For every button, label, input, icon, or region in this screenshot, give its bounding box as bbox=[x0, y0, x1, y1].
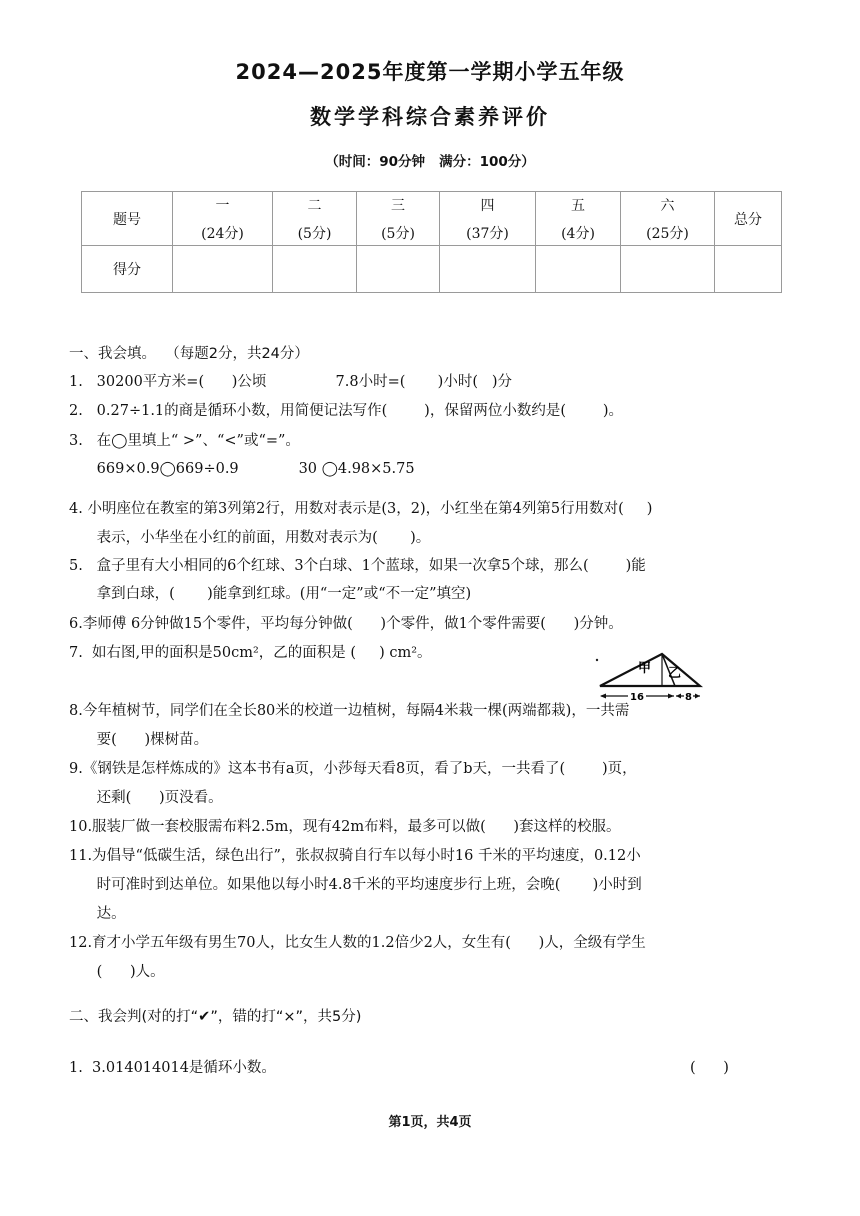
score-cell-4[interactable] bbox=[440, 246, 536, 293]
question-2: 2. 0.27÷1.1的商是循环小数，用简便记法写作( )，保留两位小数约是( )。 bbox=[69, 403, 624, 419]
exam-subtitle: （时间：90分钟 满分：100分） bbox=[325, 154, 535, 170]
score-cell-1[interactable] bbox=[173, 246, 273, 293]
score-cell-3[interactable] bbox=[357, 246, 440, 293]
score-table bbox=[81, 191, 782, 293]
question-12-continued: ( )人。 bbox=[69, 964, 165, 980]
section-1-heading: 一、我会填。 （每题2分，共24分） bbox=[69, 346, 309, 362]
col-6-name: 六 bbox=[660, 197, 675, 214]
score-cell-6[interactable] bbox=[621, 246, 715, 293]
col-2-header bbox=[273, 192, 357, 246]
col-6-header bbox=[621, 192, 715, 246]
col-4-name: 四 bbox=[480, 197, 495, 214]
score-table-score-row bbox=[82, 246, 782, 293]
title-line-1: 2024—2025年度第一学期小学五年级 bbox=[235, 60, 625, 84]
judge-question-1: 1. 3.014014014是循环小数。 bbox=[69, 1060, 276, 1076]
score-cell-total[interactable] bbox=[715, 246, 782, 293]
question-4: 4. 小明座位在教室的第3列第2行，用数对表示是(3，2)，小红坐在第4列第5行用数对( ) bbox=[69, 501, 653, 517]
question-11-end: 达。 bbox=[69, 906, 126, 922]
question-5: 5. 盒子里有大小相同的6个红球、3个白球、1个蓝球，如果一次拿5个球，那么( )能 bbox=[69, 558, 646, 574]
total-label: 总分 bbox=[715, 192, 782, 246]
col-1-header bbox=[173, 192, 273, 246]
base-left-label: 16 bbox=[630, 692, 644, 703]
question-8: 8.今年植树节，同学们在全长80米的校道一边植树，每隔4米栽一棵(两端都栽)，一共需 bbox=[69, 703, 630, 719]
col-3-points: (5分) bbox=[381, 225, 415, 242]
col-5-name: 五 bbox=[571, 197, 585, 214]
section-2-heading: 二、我会判(对的打“✔”，错的打“×”，共5分) bbox=[69, 1009, 362, 1025]
question-7: 7. 如右图,甲的面积是50cm²，乙的面积是 ( ) cm²。 bbox=[69, 645, 432, 661]
question-9: 9.《钢铁是怎样炼成的》这本书有a页，小莎每天看8页，看了b天，一共看了( )页， bbox=[69, 761, 637, 777]
question-11-continued: 时可准时到达单位。如果他以每小时4.8千米的平均速度步行上班，会晚( )小时到 bbox=[69, 877, 642, 893]
col-3-name: 三 bbox=[391, 197, 405, 214]
question-4-continued: 表示，小华坐在小红的前面，用数对表示为( )。 bbox=[69, 530, 431, 546]
score-cell-2[interactable] bbox=[273, 246, 357, 293]
col-2-points: (5分) bbox=[297, 225, 332, 242]
col-3-header bbox=[357, 192, 440, 246]
question-10: 10.服装厂做一套校服需布料2.5m，现有42m布料，最多可以做( )套这样的校服。 bbox=[69, 819, 621, 835]
title-line-2: 数学学科综合素养评价 bbox=[310, 105, 550, 129]
col-4-points: (37分) bbox=[466, 225, 509, 242]
col-4-header bbox=[440, 192, 536, 246]
col-1-points: (24分) bbox=[201, 225, 244, 242]
col-6-points: (25分) bbox=[646, 225, 689, 242]
question-6: 6.李师傅 6分钟做15个零件，平均每分钟做( )个零件，做1个零件需要( )分钟。 bbox=[69, 616, 623, 632]
label-yi: 乙 bbox=[668, 666, 682, 681]
question-1: 1. 30200平方米=( )公顷 7.8小时=( )小时( )分 bbox=[69, 374, 512, 390]
question-number-label: 题号 bbox=[82, 192, 173, 246]
score-table-header-row bbox=[82, 192, 782, 246]
col-5-points: (4分) bbox=[561, 225, 595, 242]
score-cell-5[interactable] bbox=[536, 246, 621, 293]
question-3: 3. 在◯里填上“ >”、“<”或“=”。 bbox=[69, 433, 300, 449]
question-5-continued: 拿到白球，( )能拿到红球。(用“一定”或“不一定”填空) bbox=[69, 586, 472, 602]
judge-question-1-blank[interactable]: ( ) bbox=[690, 1060, 729, 1076]
label-jia: 甲 bbox=[638, 661, 652, 676]
question-12: 12.育才小学五年级有男生70人，比女生人数的1.2倍少2人，女生有( )人，全级有学生 bbox=[69, 935, 646, 951]
base-right-label: 8 bbox=[685, 692, 692, 703]
question-11: 11.为倡导“低碳生活，绿色出行”，张叔叔骑自行车以每小时16 千米的平均速度，0.12小 bbox=[69, 848, 641, 864]
page-footer: 第1页，共4页 bbox=[388, 1115, 472, 1130]
col-5-header bbox=[536, 192, 621, 246]
col-1-name: 一 bbox=[215, 197, 230, 214]
question-8-continued: 要( )棵树苗。 bbox=[69, 732, 209, 748]
question-3-comparisons: 669×0.9◯669÷0.9 30 ◯4.98×5.75 bbox=[69, 461, 415, 477]
question-9-continued: 还剩( )页没看。 bbox=[69, 790, 223, 806]
score-row-label: 得分 bbox=[82, 246, 173, 293]
triangle-figure bbox=[592, 650, 704, 706]
col-2-name: 二 bbox=[307, 197, 322, 214]
